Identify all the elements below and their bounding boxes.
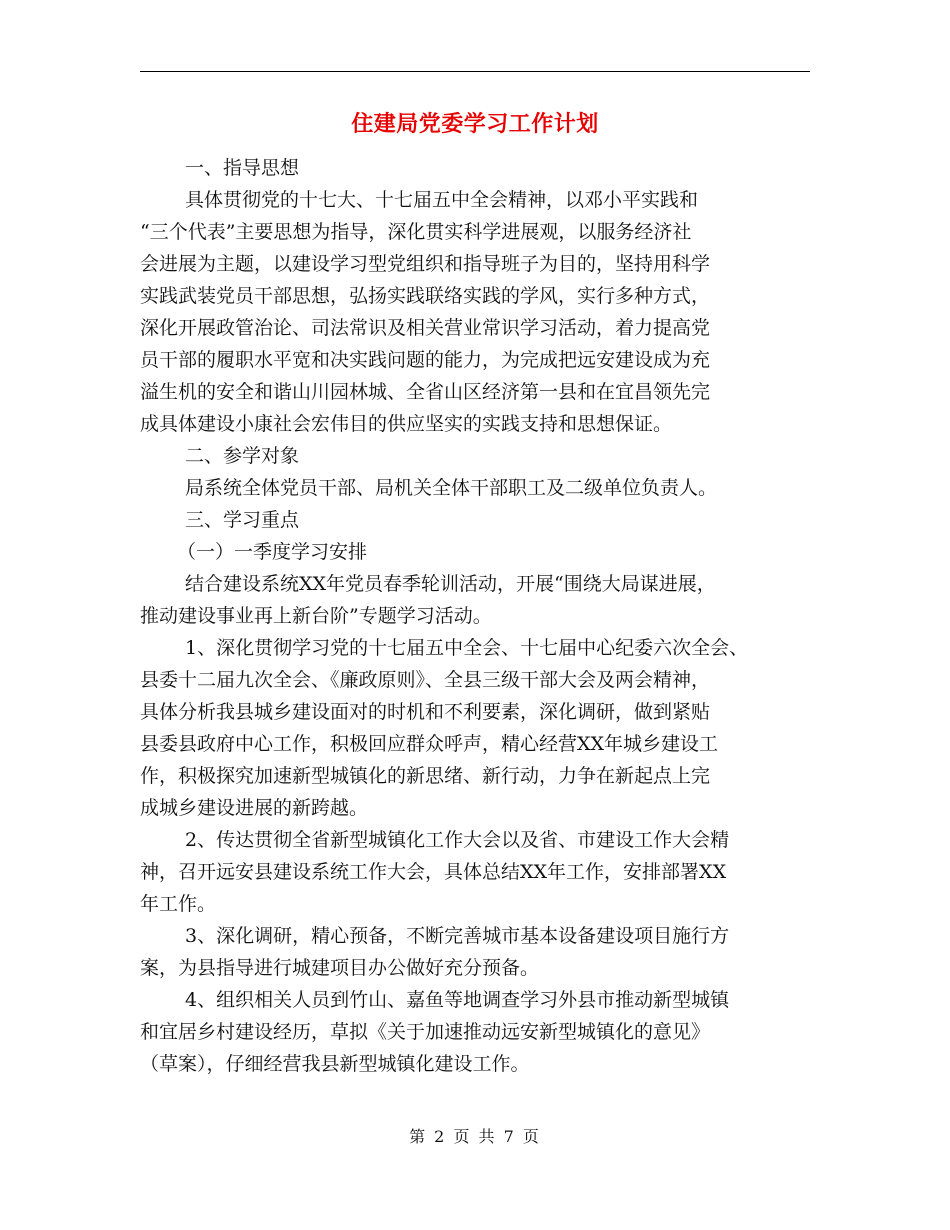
text-line: 1、深化贯彻学习党的十七届五中全会、十七届中心纪委六次全会、 [185,637,749,659]
text-line: 3、深化调研，精心预备，不断完善城市基本设备建设项目施行方 [185,925,730,947]
text-line: 局系统全体党员干部、局机关全体干部职工及二级单位负责人。 [185,477,718,499]
text-line: 结合建设系统XX年党员春季轮训活动，开展“围绕大局谋进展， [185,573,716,595]
text-line: 溢生机的安全和谐山川园林城、全省山区经济第一县和在宜昌领先完 [140,381,711,403]
page-footer: 第 2 页 共 7 页 [409,1127,541,1146]
text-line: 和宜居乡村建设经历，草拟《关于加速推动远安新型城镇化的意见》 [140,1021,711,1043]
text-line: 实践武装党员干部思想，弘扬实践联络实践的学风，实行多种方式， [140,285,711,307]
text-line: 一、指导思想 [185,157,300,179]
text-line: 二、参学对象 [185,445,300,467]
text-line: 作，积极探究加速新型城镇化的新思绪、新行动，力争在新起点上完 [140,765,711,787]
text-line: 成具体建设小康社会宏伟目的供应坚实的实践支持和思想保证。 [140,413,673,435]
text-line: 具体分析我县城乡建设面对的时机和不利要素，深化调研，做到紧贴 [140,701,711,723]
text-line: 神，召开远安县建设系统工作大会，具体总结XX年工作，安排部署XX [140,861,727,883]
text-line: 县委县政府中心工作，积极回应群众呼声，精心经营XX年城乡建设工 [140,733,719,755]
text-line: 县委十二届九次全会、《廉政原则》、全县三级干部大会及两会精神， [140,669,711,691]
text-line: 2、传达贯彻全省新型城镇化工作大会以及省、市建设工作大会精 [185,829,730,851]
text-line: 深化开展政管治论、司法常识及相关营业常识学习活动，着力提高党 [140,317,711,339]
text-line: 三、学习重点 [185,509,300,531]
document-body [140,152,812,1080]
text-line: 员干部的履职水平宽和决实践问题的能力，为完成把远安建设成为充 [140,349,711,371]
text-line: 4、组织相关人员到竹山、嘉鱼等地调查学习外县市推动新型城镇 [185,989,730,1011]
text-line: 年工作。 [140,893,217,915]
text-line: 推动建设事业再上新台阶”专题学习活动。 [140,605,492,627]
text-line: （草案），仔细经营我县新型城镇化建设工作。 [140,1053,530,1075]
text-line: （一）一季度学习安排 [177,541,368,563]
text-line: 会进展为主题，以建设学习型党组织和指导班子为目的，坚持用科学 [140,253,711,275]
header-rule [140,71,810,72]
text-line: 具体贯彻党的十七大、十七届五中全会精神，以邓小平实践和 [185,189,699,211]
text-line: 案，为县指导进行城建项目办公做好充分预备。 [140,957,540,979]
text-line: 成城乡建设进展的新跨越。 [140,797,369,819]
document-title: 住建局党委学习工作计划 [351,111,599,137]
text-line: “三个代表”主要思想为指导，深化贯实科学进展观，以服务经济社 [140,221,692,243]
